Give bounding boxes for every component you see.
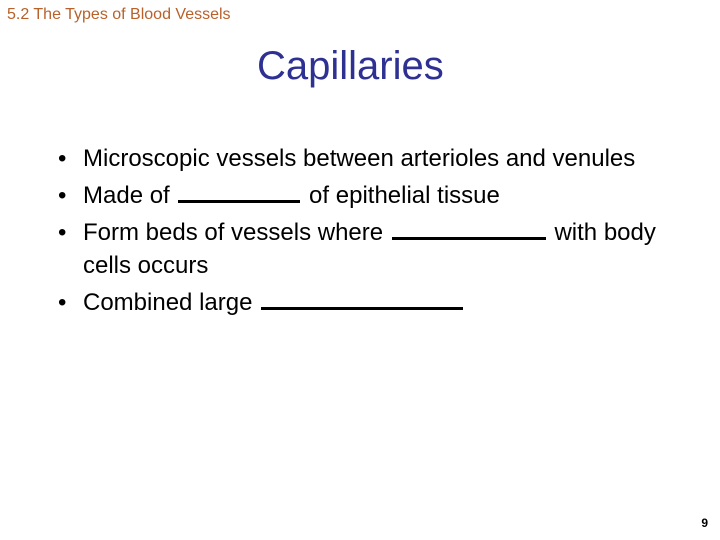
bullet-item: [58, 142, 658, 175]
bullet-item: [58, 179, 658, 212]
bullet-dot-icon: •: [58, 182, 67, 209]
bullet-dot-icon: •: [58, 289, 67, 316]
bullet-list: [58, 142, 658, 323]
bullet-item: [58, 216, 658, 282]
bullet-text: of epithelial tissue: [302, 182, 500, 209]
slide-title-text: Capillaries: [257, 44, 444, 88]
bullet-text: Form beds of vessels where: [83, 219, 390, 246]
fill-in-blank: [178, 180, 300, 203]
bullet-item: [58, 286, 658, 319]
page-number: 9: [701, 516, 708, 530]
bullet-text: Microscopic vessels between arterioles and venules: [83, 145, 636, 172]
bullet-text: Combined large: [83, 289, 260, 316]
bullet-text: Made of: [83, 182, 177, 209]
bullet-dot-icon: •: [58, 219, 67, 246]
bullet-text: with body cells occurs: [83, 219, 656, 279]
fill-in-blank: [261, 287, 463, 310]
fill-in-blank: [392, 217, 546, 240]
section-label: 5.2 The Types of Blood Vessels: [7, 6, 231, 23]
slide-title: [0, 44, 720, 89]
bullet-dot-icon: •: [58, 145, 67, 172]
